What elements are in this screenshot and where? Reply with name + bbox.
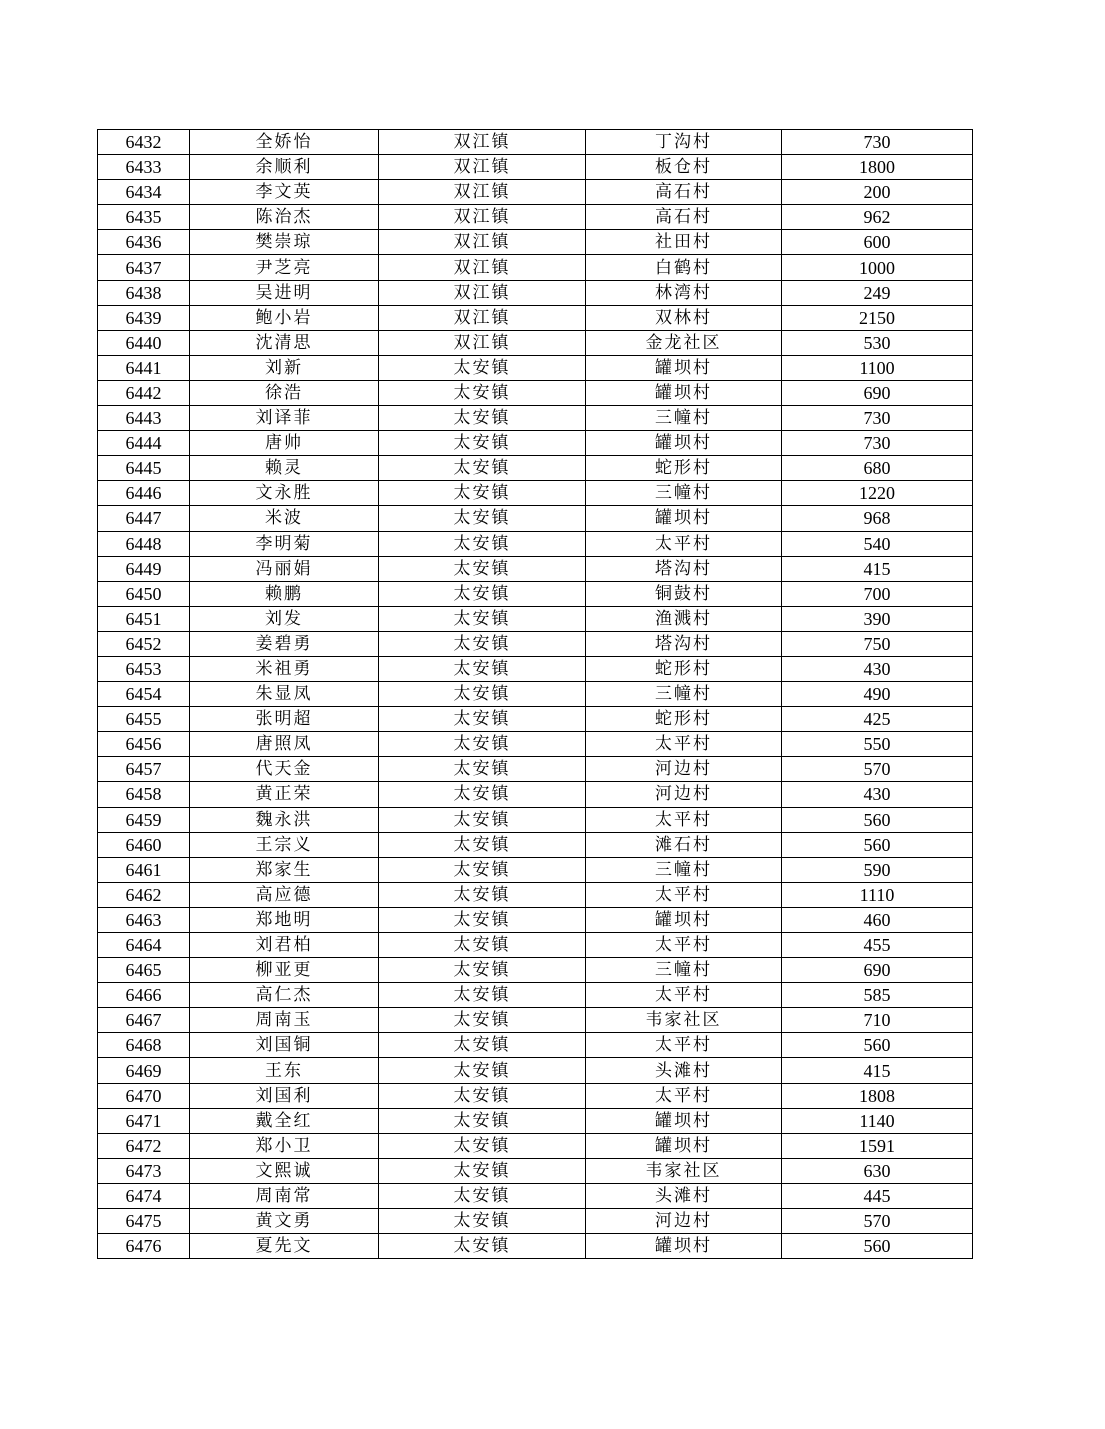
name-cell: 尹芝亮 — [190, 255, 379, 280]
village-cell: 罐坝村 — [586, 506, 782, 531]
village-cell: 铜鼓村 — [586, 581, 782, 606]
table-row — [98, 456, 973, 481]
row-number-cell: 6438 — [98, 280, 190, 305]
amount-cell: 968 — [782, 506, 973, 531]
amount-cell: 390 — [782, 606, 973, 631]
village-cell: 太平村 — [586, 531, 782, 556]
village-cell: 白鹤村 — [586, 255, 782, 280]
row-number-cell: 6465 — [98, 958, 190, 983]
amount-cell: 1220 — [782, 481, 973, 506]
name-cell: 米祖勇 — [190, 656, 379, 681]
row-number-cell: 6453 — [98, 656, 190, 681]
row-number-cell: 6461 — [98, 857, 190, 882]
village-cell: 罐坝村 — [586, 355, 782, 380]
amount-cell: 690 — [782, 958, 973, 983]
row-number-cell: 6455 — [98, 707, 190, 732]
row-number-cell: 6464 — [98, 933, 190, 958]
town-cell: 太安镇 — [379, 431, 586, 456]
name-cell: 徐浩 — [190, 380, 379, 405]
row-number-cell: 6463 — [98, 907, 190, 932]
table-row — [98, 807, 973, 832]
row-number-cell: 6436 — [98, 230, 190, 255]
name-cell: 樊崇琼 — [190, 230, 379, 255]
row-number-cell: 6475 — [98, 1209, 190, 1234]
amount-cell: 680 — [782, 456, 973, 481]
row-number-cell: 6449 — [98, 556, 190, 581]
amount-cell: 490 — [782, 682, 973, 707]
table-row — [98, 1058, 973, 1083]
town-cell: 双江镇 — [379, 205, 586, 230]
village-cell: 罐坝村 — [586, 907, 782, 932]
table-row — [98, 431, 973, 456]
amount-cell: 730 — [782, 431, 973, 456]
village-cell: 罐坝村 — [586, 431, 782, 456]
row-number-cell: 6446 — [98, 481, 190, 506]
table-body — [98, 130, 973, 1259]
town-cell: 太安镇 — [379, 907, 586, 932]
village-cell: 高石村 — [586, 180, 782, 205]
table-row — [98, 1083, 973, 1108]
row-number-cell: 6452 — [98, 631, 190, 656]
table-row — [98, 305, 973, 330]
table-row — [98, 1033, 973, 1058]
town-cell: 太安镇 — [379, 807, 586, 832]
town-cell: 太安镇 — [379, 1058, 586, 1083]
town-cell: 太安镇 — [379, 481, 586, 506]
name-cell: 柳亚更 — [190, 958, 379, 983]
town-cell: 太安镇 — [379, 631, 586, 656]
village-cell: 太平村 — [586, 807, 782, 832]
amount-cell: 445 — [782, 1183, 973, 1208]
town-cell: 太安镇 — [379, 406, 586, 431]
row-number-cell: 6466 — [98, 983, 190, 1008]
town-cell: 双江镇 — [379, 155, 586, 180]
town-cell: 太安镇 — [379, 581, 586, 606]
amount-cell: 249 — [782, 280, 973, 305]
town-cell: 太安镇 — [379, 355, 586, 380]
table-row — [98, 631, 973, 656]
row-number-cell: 6441 — [98, 355, 190, 380]
village-cell: 塔沟村 — [586, 631, 782, 656]
table-row — [98, 682, 973, 707]
row-number-cell: 6462 — [98, 882, 190, 907]
amount-cell: 1808 — [782, 1083, 973, 1108]
table-row — [98, 1183, 973, 1208]
amount-cell: 530 — [782, 330, 973, 355]
table-row — [98, 606, 973, 631]
row-number-cell: 6448 — [98, 531, 190, 556]
name-cell: 郑家生 — [190, 857, 379, 882]
amount-cell: 600 — [782, 230, 973, 255]
name-cell: 黄文勇 — [190, 1209, 379, 1234]
town-cell: 太安镇 — [379, 707, 586, 732]
row-number-cell: 6443 — [98, 406, 190, 431]
amount-cell: 730 — [782, 406, 973, 431]
town-cell: 双江镇 — [379, 305, 586, 330]
table-row — [98, 1209, 973, 1234]
amount-cell: 710 — [782, 1008, 973, 1033]
village-cell: 塔沟村 — [586, 556, 782, 581]
table-row — [98, 757, 973, 782]
town-cell: 双江镇 — [379, 255, 586, 280]
town-cell: 太安镇 — [379, 506, 586, 531]
row-number-cell: 6445 — [98, 456, 190, 481]
village-cell: 太平村 — [586, 933, 782, 958]
name-cell: 陈治杰 — [190, 205, 379, 230]
village-cell: 罐坝村 — [586, 380, 782, 405]
name-cell: 刘国铜 — [190, 1033, 379, 1058]
row-number-cell: 6433 — [98, 155, 190, 180]
table-row — [98, 732, 973, 757]
name-cell: 赖灵 — [190, 456, 379, 481]
town-cell: 太安镇 — [379, 782, 586, 807]
name-cell: 王东 — [190, 1058, 379, 1083]
table-row — [98, 882, 973, 907]
amount-cell: 1591 — [782, 1133, 973, 1158]
town-cell: 太安镇 — [379, 456, 586, 481]
town-cell: 太安镇 — [379, 1158, 586, 1183]
table-row — [98, 1133, 973, 1158]
name-cell: 高应德 — [190, 882, 379, 907]
name-cell: 王宗义 — [190, 832, 379, 857]
amount-cell: 560 — [782, 1033, 973, 1058]
town-cell: 太安镇 — [379, 1083, 586, 1108]
row-number-cell: 6432 — [98, 130, 190, 155]
amount-cell: 560 — [782, 807, 973, 832]
table-row — [98, 130, 973, 155]
village-cell: 丁沟村 — [586, 130, 782, 155]
name-cell: 刘发 — [190, 606, 379, 631]
town-cell: 双江镇 — [379, 130, 586, 155]
amount-cell: 550 — [782, 732, 973, 757]
row-number-cell: 6470 — [98, 1083, 190, 1108]
name-cell: 冯丽娟 — [190, 556, 379, 581]
row-number-cell: 6447 — [98, 506, 190, 531]
town-cell: 太安镇 — [379, 682, 586, 707]
amount-cell: 560 — [782, 832, 973, 857]
table-row — [98, 556, 973, 581]
row-number-cell: 6434 — [98, 180, 190, 205]
name-cell: 张明超 — [190, 707, 379, 732]
row-number-cell: 6469 — [98, 1058, 190, 1083]
name-cell: 余顺利 — [190, 155, 379, 180]
row-number-cell: 6439 — [98, 305, 190, 330]
amount-cell: 415 — [782, 556, 973, 581]
amount-cell: 590 — [782, 857, 973, 882]
amount-cell: 455 — [782, 933, 973, 958]
name-cell: 代天金 — [190, 757, 379, 782]
amount-cell: 700 — [782, 581, 973, 606]
village-cell: 渔溅村 — [586, 606, 782, 631]
town-cell: 太安镇 — [379, 882, 586, 907]
table-row — [98, 581, 973, 606]
amount-cell: 560 — [782, 1234, 973, 1259]
name-cell: 唐帅 — [190, 431, 379, 456]
town-cell: 太安镇 — [379, 380, 586, 405]
village-cell: 罐坝村 — [586, 1108, 782, 1133]
name-cell: 米波 — [190, 506, 379, 531]
table-row — [98, 933, 973, 958]
town-cell: 双江镇 — [379, 230, 586, 255]
village-cell: 头滩村 — [586, 1058, 782, 1083]
village-cell: 蛇形村 — [586, 656, 782, 681]
amount-cell: 460 — [782, 907, 973, 932]
amount-cell: 1800 — [782, 155, 973, 180]
name-cell: 吴进明 — [190, 280, 379, 305]
village-cell: 河边村 — [586, 1209, 782, 1234]
row-number-cell: 6472 — [98, 1133, 190, 1158]
table-row — [98, 707, 973, 732]
name-cell: 朱显凤 — [190, 682, 379, 707]
village-cell: 三幢村 — [586, 406, 782, 431]
town-cell: 太安镇 — [379, 1183, 586, 1208]
village-cell: 河边村 — [586, 757, 782, 782]
village-cell: 蛇形村 — [586, 707, 782, 732]
name-cell: 刘译菲 — [190, 406, 379, 431]
amount-cell: 1110 — [782, 882, 973, 907]
village-cell: 太平村 — [586, 983, 782, 1008]
table-row — [98, 230, 973, 255]
amount-cell: 1140 — [782, 1108, 973, 1133]
table-row — [98, 506, 973, 531]
row-number-cell: 6460 — [98, 832, 190, 857]
name-cell: 魏永洪 — [190, 807, 379, 832]
town-cell: 太安镇 — [379, 1234, 586, 1259]
table-row — [98, 155, 973, 180]
village-cell: 高石村 — [586, 205, 782, 230]
village-cell: 板仓村 — [586, 155, 782, 180]
village-cell: 头滩村 — [586, 1183, 782, 1208]
amount-cell: 540 — [782, 531, 973, 556]
amount-cell: 430 — [782, 656, 973, 681]
town-cell: 太安镇 — [379, 656, 586, 681]
data-table — [97, 129, 973, 1259]
name-cell: 赖鹏 — [190, 581, 379, 606]
town-cell: 太安镇 — [379, 983, 586, 1008]
town-cell: 太安镇 — [379, 1108, 586, 1133]
town-cell: 太安镇 — [379, 1008, 586, 1033]
row-number-cell: 6437 — [98, 255, 190, 280]
amount-cell: 962 — [782, 205, 973, 230]
name-cell: 李明菊 — [190, 531, 379, 556]
row-number-cell: 6451 — [98, 606, 190, 631]
town-cell: 太安镇 — [379, 732, 586, 757]
amount-cell: 630 — [782, 1158, 973, 1183]
village-cell: 滩石村 — [586, 832, 782, 857]
village-cell: 三幢村 — [586, 857, 782, 882]
table-row — [98, 355, 973, 380]
name-cell: 郑地明 — [190, 907, 379, 932]
town-cell: 双江镇 — [379, 280, 586, 305]
name-cell: 夏先文 — [190, 1234, 379, 1259]
table-row — [98, 1234, 973, 1259]
amount-cell: 425 — [782, 707, 973, 732]
village-cell: 罐坝村 — [586, 1234, 782, 1259]
amount-cell: 570 — [782, 757, 973, 782]
name-cell: 刘君柏 — [190, 933, 379, 958]
village-cell: 太平村 — [586, 732, 782, 757]
name-cell: 沈清思 — [190, 330, 379, 355]
table-row — [98, 380, 973, 405]
name-cell: 李文英 — [190, 180, 379, 205]
name-cell: 周南玉 — [190, 1008, 379, 1033]
row-number-cell: 6474 — [98, 1183, 190, 1208]
amount-cell: 690 — [782, 380, 973, 405]
row-number-cell: 6456 — [98, 732, 190, 757]
village-cell: 蛇形村 — [586, 456, 782, 481]
table-row — [98, 1158, 973, 1183]
name-cell: 全娇怡 — [190, 130, 379, 155]
table-row — [98, 180, 973, 205]
name-cell: 姜碧勇 — [190, 631, 379, 656]
table-row — [98, 481, 973, 506]
name-cell: 戴全红 — [190, 1108, 379, 1133]
village-cell: 双林村 — [586, 305, 782, 330]
village-cell: 金龙社区 — [586, 330, 782, 355]
village-cell: 韦家社区 — [586, 1008, 782, 1033]
village-cell: 社田村 — [586, 230, 782, 255]
village-cell: 三幢村 — [586, 958, 782, 983]
name-cell: 刘新 — [190, 355, 379, 380]
row-number-cell: 6458 — [98, 782, 190, 807]
village-cell: 太平村 — [586, 1083, 782, 1108]
row-number-cell: 6450 — [98, 581, 190, 606]
town-cell: 太安镇 — [379, 958, 586, 983]
town-cell: 太安镇 — [379, 832, 586, 857]
row-number-cell: 6473 — [98, 1158, 190, 1183]
table-row — [98, 983, 973, 1008]
table-row — [98, 782, 973, 807]
village-cell: 太平村 — [586, 1033, 782, 1058]
name-cell: 高仁杰 — [190, 983, 379, 1008]
name-cell: 黄正荣 — [190, 782, 379, 807]
town-cell: 太安镇 — [379, 1033, 586, 1058]
town-cell: 太安镇 — [379, 556, 586, 581]
amount-cell: 415 — [782, 1058, 973, 1083]
amount-cell: 570 — [782, 1209, 973, 1234]
row-number-cell: 6459 — [98, 807, 190, 832]
table-row — [98, 280, 973, 305]
table-row — [98, 531, 973, 556]
town-cell: 太安镇 — [379, 933, 586, 958]
row-number-cell: 6442 — [98, 380, 190, 405]
name-cell: 郑小卫 — [190, 1133, 379, 1158]
row-number-cell: 6444 — [98, 431, 190, 456]
amount-cell: 200 — [782, 180, 973, 205]
row-number-cell: 6435 — [98, 205, 190, 230]
table-row — [98, 205, 973, 230]
town-cell: 太安镇 — [379, 531, 586, 556]
table-row — [98, 907, 973, 932]
name-cell: 文熙诚 — [190, 1158, 379, 1183]
town-cell: 太安镇 — [379, 606, 586, 631]
village-cell: 太平村 — [586, 882, 782, 907]
village-cell: 罐坝村 — [586, 1133, 782, 1158]
table-row — [98, 255, 973, 280]
row-number-cell: 6440 — [98, 330, 190, 355]
amount-cell: 750 — [782, 631, 973, 656]
row-number-cell: 6457 — [98, 757, 190, 782]
amount-cell: 730 — [782, 130, 973, 155]
town-cell: 太安镇 — [379, 857, 586, 882]
row-number-cell: 6471 — [98, 1108, 190, 1133]
village-cell: 三幢村 — [586, 481, 782, 506]
village-cell: 三幢村 — [586, 682, 782, 707]
village-cell: 韦家社区 — [586, 1158, 782, 1183]
name-cell: 周南常 — [190, 1183, 379, 1208]
name-cell: 鲍小岩 — [190, 305, 379, 330]
name-cell: 刘国利 — [190, 1083, 379, 1108]
row-number-cell: 6468 — [98, 1033, 190, 1058]
table-row — [98, 656, 973, 681]
town-cell: 双江镇 — [379, 180, 586, 205]
table-row — [98, 857, 973, 882]
village-cell: 河边村 — [586, 782, 782, 807]
amount-cell: 1100 — [782, 355, 973, 380]
village-cell: 林湾村 — [586, 280, 782, 305]
town-cell: 太安镇 — [379, 757, 586, 782]
row-number-cell: 6454 — [98, 682, 190, 707]
amount-cell: 430 — [782, 782, 973, 807]
amount-cell: 585 — [782, 983, 973, 1008]
town-cell: 双江镇 — [379, 330, 586, 355]
town-cell: 太安镇 — [379, 1209, 586, 1234]
table-row — [98, 330, 973, 355]
amount-cell: 2150 — [782, 305, 973, 330]
table-row — [98, 1108, 973, 1133]
table-row — [98, 958, 973, 983]
table-row — [98, 406, 973, 431]
name-cell: 唐照凤 — [190, 732, 379, 757]
row-number-cell: 6476 — [98, 1234, 190, 1259]
table-row — [98, 832, 973, 857]
table-row — [98, 1008, 973, 1033]
town-cell: 太安镇 — [379, 1133, 586, 1158]
row-number-cell: 6467 — [98, 1008, 190, 1033]
name-cell: 文永胜 — [190, 481, 379, 506]
amount-cell: 1000 — [782, 255, 973, 280]
